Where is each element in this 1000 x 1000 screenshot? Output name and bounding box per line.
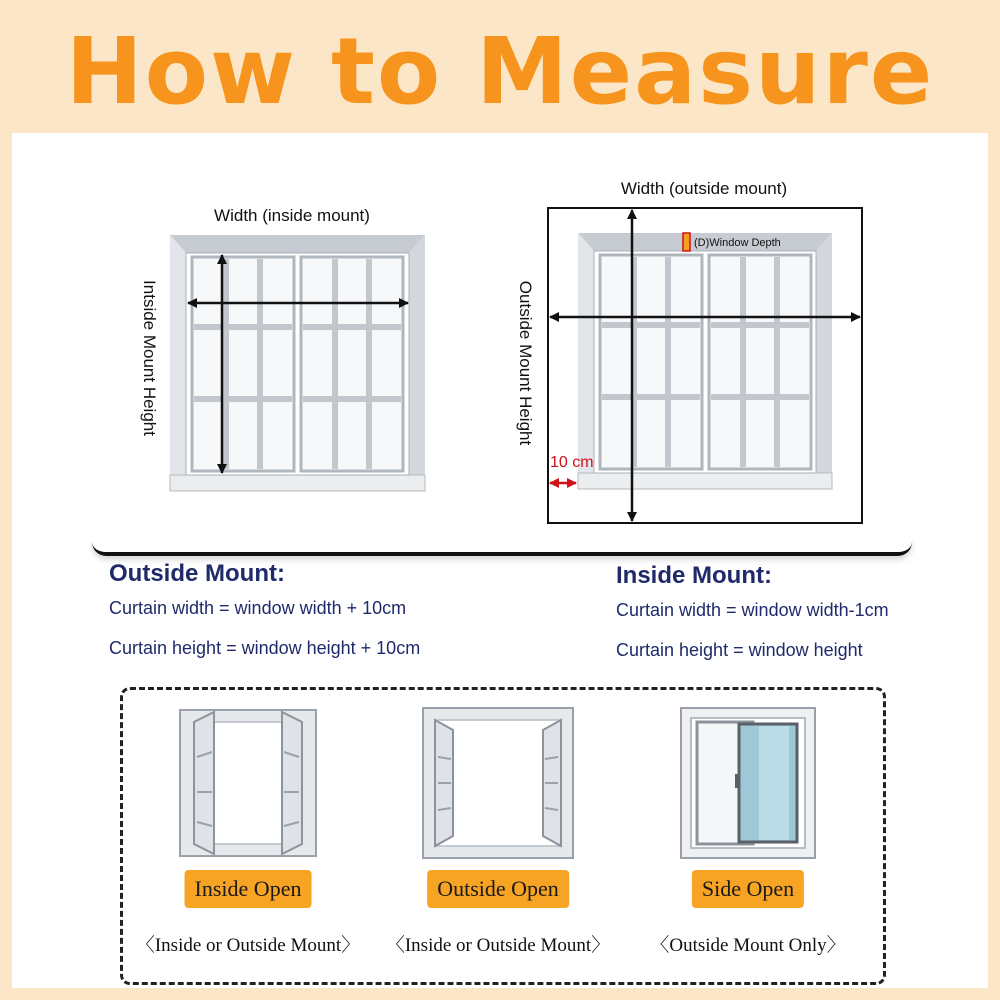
outside-mount-heading: Outside Mount: xyxy=(109,560,285,587)
inside-width-formula: Curtain width = window width-1cm xyxy=(616,600,889,620)
side-open-note: 〈Outside Mount Only〉 xyxy=(650,935,846,956)
outside-mount-window xyxy=(578,233,832,489)
window-type-outside-open xyxy=(373,690,623,982)
inside-open-note: 〈Inside or Outside Mount〉 xyxy=(135,935,361,956)
outside-width-formula: Curtain width = window width + 10cm xyxy=(109,598,407,618)
depth-marker xyxy=(683,233,690,251)
depth-label: (D)Window Depth xyxy=(694,237,781,249)
side-open-window-icon xyxy=(673,702,823,862)
content-panel xyxy=(12,133,988,988)
page-title: How to Measure xyxy=(65,18,935,125)
window-types-box xyxy=(120,687,886,985)
measurement-diagram xyxy=(12,133,988,543)
outside-height-formula: Curtain height = window height + 10cm xyxy=(109,638,421,658)
side-open-label: Side Open xyxy=(692,870,804,908)
inside-mount-window xyxy=(170,235,425,491)
outside-open-window-icon xyxy=(413,702,583,862)
inside-open-window-icon xyxy=(168,702,328,862)
inside-height-label: Intside Mount Height xyxy=(140,280,159,436)
outside-width-label: Width (outside mount) xyxy=(620,179,788,198)
inside-mount-heading: Inside Mount: xyxy=(616,562,772,589)
window-type-inside-open xyxy=(123,690,373,982)
outside-open-note: 〈Inside or Outside Mount〉 xyxy=(385,935,611,956)
inside-open-label: Inside Open xyxy=(185,870,312,908)
offset-label: 10 cm xyxy=(550,454,594,471)
outside-open-label: Outside Open xyxy=(427,870,569,908)
window-type-side-open xyxy=(623,690,873,982)
inside-height-formula: Curtain height = window height xyxy=(616,640,863,660)
divider-shelf xyxy=(92,538,912,556)
outside-height-label: Outside Mount Height xyxy=(516,280,535,446)
inside-width-label: Width (inside mount) xyxy=(214,206,370,225)
